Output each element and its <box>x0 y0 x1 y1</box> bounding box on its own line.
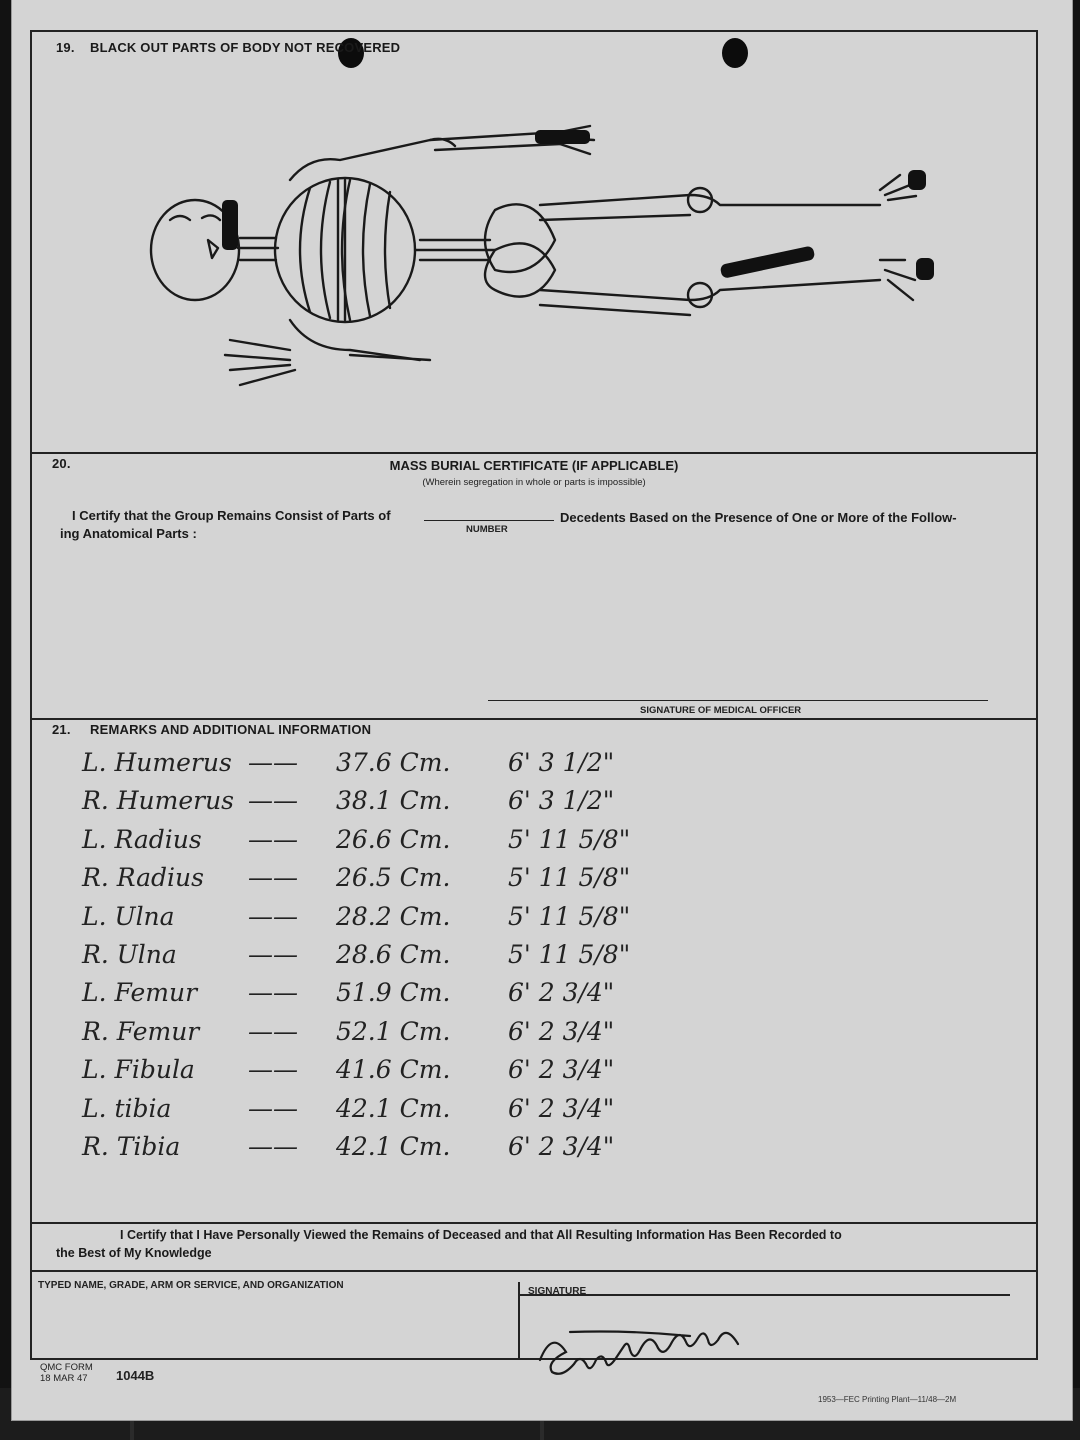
divider-cert-fields <box>30 1270 1038 1272</box>
estimated-height: 6' 3 1/2" <box>508 786 615 816</box>
bone-name: L. Radius <box>82 824 202 854</box>
certification-line-1: I Certify that I Have Personally Viewed the Remains of Deceased and that All Resulting Information Has Been Recorded to <box>120 1228 842 1242</box>
blacked-out-hand <box>535 130 590 144</box>
bone-name: R. Femur <box>82 1016 200 1046</box>
measurement-row <box>0 863 1080 899</box>
measurement-row <box>0 1132 1080 1168</box>
bone-name: L. Humerus <box>82 748 232 777</box>
estimated-height: 6' 3 1/2" <box>508 748 615 777</box>
bone-length-cm: 28.2 Cm. <box>336 901 451 931</box>
dash-separator: —— <box>248 863 298 893</box>
foot-bottom <box>880 260 915 300</box>
signature-label: SIGNATURE <box>528 1286 587 1297</box>
leg-lower <box>540 280 880 315</box>
skeleton-diagram <box>140 110 960 410</box>
estimated-height: 6' 2 3/4" <box>508 1016 615 1046</box>
bone-name: R. Humerus <box>82 786 235 816</box>
svg-text:Everett Kapp <box>550 1377 552 1378</box>
blacked-out-toes <box>916 258 934 280</box>
signature-box-top <box>520 1294 1010 1296</box>
dash-separator: —— <box>248 748 298 777</box>
section-20-number: 20. <box>52 456 71 471</box>
estimated-height: 6' 2 3/4" <box>508 978 615 1008</box>
bone-name: L. Fibula <box>82 1055 195 1085</box>
bone-length-cm: 37.6 Cm. <box>336 748 451 777</box>
number-blank[interactable] <box>424 520 554 521</box>
hand-bottom <box>225 340 295 385</box>
dash-separator: —— <box>248 824 298 854</box>
estimated-height: 6' 2 3/4" <box>508 1093 615 1123</box>
measurement-row <box>0 786 1080 822</box>
mass-burial-subtitle: (Wherein segregation in whole or parts is impossible) <box>422 477 646 488</box>
blacked-out-jaw <box>222 200 238 250</box>
bone-length-cm: 26.6 Cm. <box>336 824 451 854</box>
divider-remarks-cert <box>30 1222 1038 1224</box>
measurement-row <box>0 748 1080 784</box>
bone-name: L. tibia <box>82 1093 172 1123</box>
blacked-out-fibula <box>720 245 816 278</box>
divider-19-20 <box>30 452 1038 454</box>
lower-arm <box>290 320 430 360</box>
printer-note: 1953—FEC Printing Plant—11/48—2M <box>818 1395 957 1404</box>
measurement-row <box>0 940 1080 976</box>
measurement-row <box>0 978 1080 1014</box>
bone-name: L. Femur <box>82 978 198 1008</box>
bone-length-cm: 28.6 Cm. <box>336 940 451 969</box>
form-number: 1044B <box>116 1368 155 1383</box>
mass-burial-certify-line2: ing Anatomical Parts : <box>60 526 197 541</box>
upper-arm <box>290 139 455 180</box>
bone-name: R. Tibia <box>82 1132 181 1161</box>
medical-officer-signature-line[interactable] <box>488 700 988 701</box>
estimated-height: 5' 11 5/8" <box>508 824 631 854</box>
estimated-height: 6' 2 3/4" <box>508 1055 615 1085</box>
pelvis <box>485 204 555 272</box>
measurement-row <box>0 1055 1080 1091</box>
dash-separator: —— <box>248 978 298 1008</box>
number-label: NUMBER <box>466 524 508 535</box>
dash-separator: —— <box>248 1132 298 1161</box>
estimated-height: 6' 2 3/4" <box>508 1132 615 1161</box>
bone-length-cm: 42.1 Cm. <box>336 1132 451 1161</box>
mass-burial-certify-continued: Decedents Based on the Presence of One or More of the Follow- <box>560 510 957 525</box>
bone-length-cm: 38.1 Cm. <box>336 786 451 816</box>
bone-name: R. Radius <box>82 863 204 893</box>
form-id-line1: QMC FORM <box>40 1362 93 1373</box>
measurement-row <box>0 825 1080 861</box>
bone-length-cm: 26.5 Cm. <box>336 863 451 893</box>
estimated-height: 5' 11 5/8" <box>508 901 631 931</box>
mass-burial-certify-text: I Certify that the Group Remains Consist of Parts of <box>72 508 391 523</box>
section-19-label: BLACK OUT PARTS OF BODY NOT RECOVERED <box>90 40 401 55</box>
typed-name-label: TYPED NAME, GRADE, ARM OR SERVICE, AND ORGANIZATION <box>38 1280 344 1291</box>
measurement-row <box>0 902 1080 938</box>
bone-length-cm: 42.1 Cm. <box>336 1093 451 1123</box>
section-21-label: REMARKS AND ADDITIONAL INFORMATION <box>90 722 372 737</box>
bone-length-cm: 51.9 Cm. <box>336 978 451 1008</box>
dash-separator: —— <box>248 1055 298 1085</box>
dash-separator: —— <box>248 940 298 969</box>
bone-name: L. Ulna <box>82 901 175 931</box>
blacked-out-toes <box>908 170 926 190</box>
divider-20-21 <box>30 718 1038 720</box>
bone-length-cm: 41.6 Cm. <box>336 1055 451 1085</box>
measurement-row <box>0 1017 1080 1053</box>
bone-name: R. Ulna <box>82 940 177 969</box>
dash-separator: —— <box>248 1093 298 1123</box>
dash-separator: —— <box>248 1016 298 1046</box>
form-id-line2: 18 MAR 47 <box>40 1373 88 1384</box>
dash-separator: —— <box>248 786 298 816</box>
section-21-number: 21. <box>52 722 71 737</box>
mass-burial-title: MASS BURIAL CERTIFICATE (IF APPLICABLE) <box>389 458 679 473</box>
medical-officer-signature-label: SIGNATURE OF MEDICAL OFFICER <box>640 705 802 716</box>
estimated-height: 5' 11 5/8" <box>508 940 631 969</box>
certification-line-2: the Best of My Knowledge <box>56 1246 212 1260</box>
dash-separator: —— <box>248 901 298 931</box>
bone-length-cm: 52.1 Cm. <box>336 1016 451 1046</box>
estimated-height: 5' 11 5/8" <box>508 863 631 893</box>
measurement-row <box>0 1094 1080 1130</box>
section-19-number: 19. <box>56 40 75 55</box>
